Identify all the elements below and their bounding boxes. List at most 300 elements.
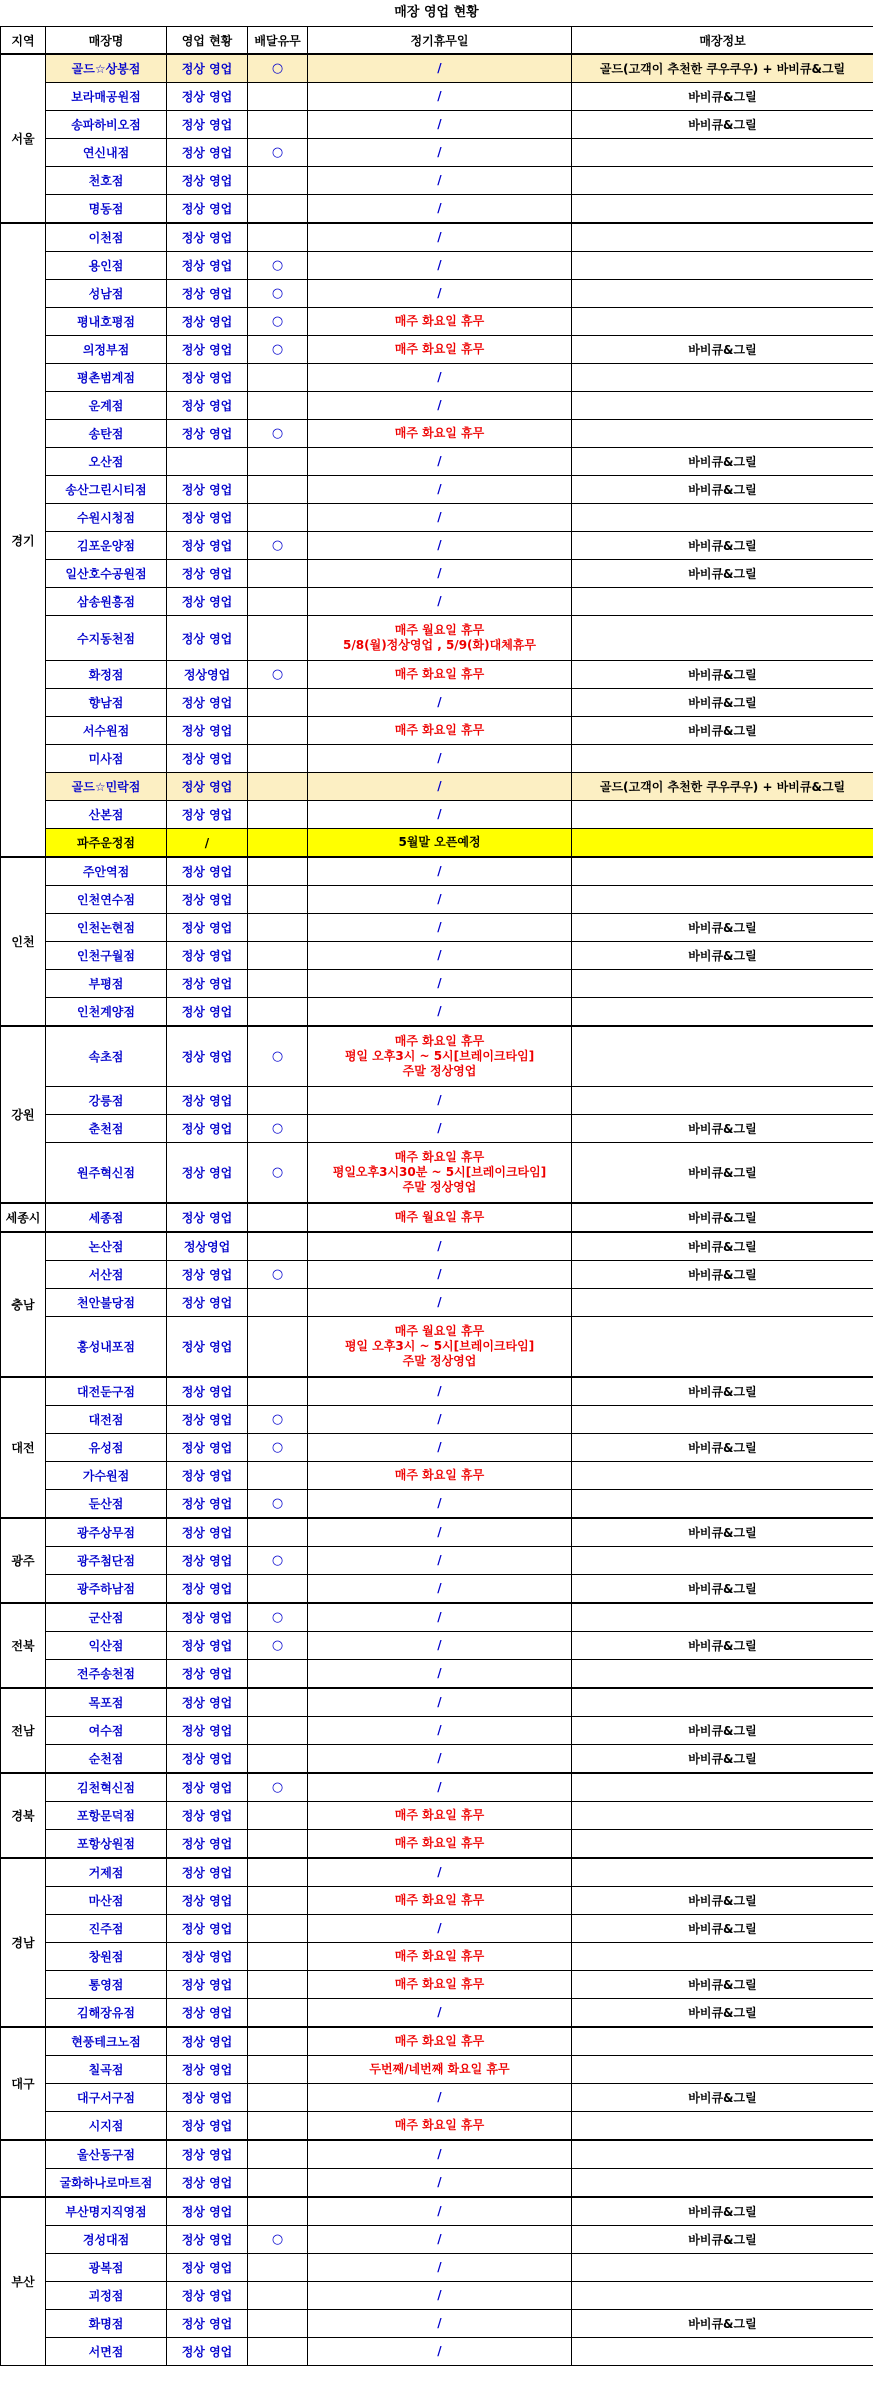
- table-row: [1, 1745, 873, 1774]
- store-info-cell: 바비큐&그릴: [572, 1232, 873, 1261]
- region-cell: 강원: [1, 1026, 46, 1203]
- delivery-cell: [248, 476, 308, 504]
- delivery-cell: ○: [248, 54, 308, 83]
- store-name-cell: 대전둔구점: [46, 1377, 167, 1406]
- store-info-cell: [572, 139, 873, 167]
- table-row: [1, 2112, 873, 2141]
- delivery-cell: [248, 1203, 308, 1232]
- holiday-cell: 매주 월요일 휴무 5/8(월)정상영업 , 5/9(화)대체휴무: [308, 616, 572, 661]
- status-cell: 정상 영업: [167, 1717, 248, 1745]
- delivery-cell: [248, 857, 308, 886]
- store-name-cell: 마산점: [46, 1887, 167, 1915]
- status-cell: 정상 영업: [167, 1317, 248, 1378]
- delivery-cell: ○: [248, 308, 308, 336]
- status-cell: 정상 영업: [167, 1632, 248, 1660]
- holiday-cell: /: [308, 689, 572, 717]
- status-cell: 정상 영업: [167, 1688, 248, 1717]
- table-row: [1, 167, 873, 195]
- status-cell: 정상 영업: [167, 392, 248, 420]
- holiday-cell: 매주 화요일 휴무: [308, 1887, 572, 1915]
- table-row: [1, 1115, 873, 1143]
- table-row: [1, 364, 873, 392]
- table-row: [1, 420, 873, 448]
- store-info-cell: [572, 1603, 873, 1632]
- table-row: [1, 139, 873, 167]
- delivery-cell: [248, 111, 308, 139]
- holiday-cell: /: [308, 560, 572, 588]
- delivery-cell: [248, 588, 308, 616]
- store-name-cell: 원주혁신점: [46, 1143, 167, 1204]
- delivery-cell: [248, 195, 308, 224]
- delivery-cell: [248, 1887, 308, 1915]
- store-info-cell: [572, 829, 873, 858]
- table-row: [1, 1261, 873, 1289]
- store-name-cell: 홍성내포점: [46, 1317, 167, 1378]
- delivery-cell: [248, 1377, 308, 1406]
- store-info-cell: 바비큐&그릴: [572, 2310, 873, 2338]
- delivery-cell: [248, 2112, 308, 2141]
- holiday-cell: /: [308, 1377, 572, 1406]
- store-name-cell: 세종점: [46, 1203, 167, 1232]
- store-info-cell: [572, 364, 873, 392]
- holiday-cell: /: [308, 2197, 572, 2226]
- table-row: [1, 942, 873, 970]
- store-info-cell: [572, 2254, 873, 2282]
- region-cell: 인천: [1, 857, 46, 1026]
- table-row: [1, 336, 873, 364]
- store-info-cell: [572, 1087, 873, 1115]
- delivery-cell: [248, 2254, 308, 2282]
- store-info-cell: 바비큐&그릴: [572, 83, 873, 111]
- holiday-cell: /: [308, 2254, 572, 2282]
- status-cell: 정상 영업: [167, 1143, 248, 1204]
- store-info-cell: 바비큐&그릴: [572, 1434, 873, 1462]
- delivery-cell: [248, 2310, 308, 2338]
- store-name-cell: 천호점: [46, 167, 167, 195]
- status-cell: 정상 영업: [167, 1518, 248, 1547]
- delivery-cell: [248, 1717, 308, 1745]
- region-cell: 전북: [1, 1603, 46, 1688]
- delivery-cell: [248, 970, 308, 998]
- store-name-cell: 서산점: [46, 1261, 167, 1289]
- store-name-cell: 김포운양점: [46, 532, 167, 560]
- delivery-cell: ○: [248, 1026, 308, 1087]
- region-cell: 경남: [1, 1858, 46, 2027]
- status-cell: 정상 영업: [167, 1773, 248, 1802]
- table-row: [1, 1887, 873, 1915]
- store-name-cell: 통영점: [46, 1971, 167, 1999]
- store-name-cell: 명동점: [46, 195, 167, 224]
- holiday-cell: /: [308, 448, 572, 476]
- holiday-cell: 매주 월요일 휴무: [308, 1203, 572, 1232]
- store-info-cell: 바비큐&그릴: [572, 1115, 873, 1143]
- region-group: [1, 2027, 873, 2140]
- holiday-cell: /: [308, 2310, 572, 2338]
- holiday-cell: /: [308, 1575, 572, 1604]
- store-name-cell: 이천점: [46, 223, 167, 252]
- holiday-cell: /: [308, 195, 572, 224]
- store-name-cell: 부산명지직영점: [46, 2197, 167, 2226]
- header-status: 영업 현황: [167, 27, 248, 55]
- store-info-cell: [572, 223, 873, 252]
- status-cell: 정상 영업: [167, 2310, 248, 2338]
- table-row: [1, 195, 873, 224]
- delivery-cell: [248, 689, 308, 717]
- status-cell: 정상 영업: [167, 111, 248, 139]
- store-info-cell: 바비큐&그릴: [572, 1887, 873, 1915]
- holiday-cell: /: [308, 588, 572, 616]
- table-row: [1, 1518, 873, 1547]
- table-row: [1, 1203, 873, 1232]
- delivery-cell: [248, 504, 308, 532]
- holiday-cell: /: [308, 364, 572, 392]
- status-cell: 정상 영업: [167, 1087, 248, 1115]
- store-info-cell: 바비큐&그릴: [572, 111, 873, 139]
- store-name-cell: 광주첨단점: [46, 1547, 167, 1575]
- holiday-cell: /: [308, 1773, 572, 1802]
- store-info-cell: 바비큐&그릴: [572, 448, 873, 476]
- delivery-cell: [248, 1830, 308, 1859]
- status-cell: 정상 영업: [167, 942, 248, 970]
- status-cell: 정상 영업: [167, 2084, 248, 2112]
- delivery-cell: [248, 560, 308, 588]
- region-cell: 서울: [1, 54, 46, 223]
- table-row: [1, 2310, 873, 2338]
- store-name-cell: 여수점: [46, 1717, 167, 1745]
- status-cell: 정상 영업: [167, 1858, 248, 1887]
- store-info-cell: 바비큐&그릴: [572, 1143, 873, 1204]
- delivery-cell: ○: [248, 336, 308, 364]
- store-info-cell: [572, 2027, 873, 2056]
- holiday-cell: /: [308, 1434, 572, 1462]
- region-group: [1, 1377, 873, 1518]
- delivery-cell: [248, 2140, 308, 2169]
- region-cell: 대전: [1, 1377, 46, 1518]
- holiday-cell: /: [308, 392, 572, 420]
- store-name-cell: 일산호수공원점: [46, 560, 167, 588]
- region-cell: 세종시: [1, 1203, 46, 1232]
- table-row: [1, 2027, 873, 2056]
- holiday-cell: /: [308, 280, 572, 308]
- table-row: [1, 1915, 873, 1943]
- table-row: [1, 1603, 873, 1632]
- status-cell: 정상 영업: [167, 717, 248, 745]
- holiday-cell: /: [308, 54, 572, 83]
- store-name-cell: 송탄점: [46, 420, 167, 448]
- table-row: [1, 504, 873, 532]
- status-cell: 정상 영업: [167, 857, 248, 886]
- delivery-cell: [248, 998, 308, 1027]
- store-info-cell: [572, 2338, 873, 2366]
- store-name-cell: 강릉점: [46, 1087, 167, 1115]
- table-row: [1, 1717, 873, 1745]
- holiday-cell: /: [308, 532, 572, 560]
- table-row: [1, 1317, 873, 1378]
- status-cell: 정상 영업: [167, 139, 248, 167]
- store-info-cell: [572, 1858, 873, 1887]
- delivery-cell: [248, 2169, 308, 2198]
- store-info-cell: 바비큐&그릴: [572, 914, 873, 942]
- holiday-cell: /: [308, 2140, 572, 2169]
- header-delivery: 배달유무: [248, 27, 308, 55]
- status-cell: 정상 영업: [167, 336, 248, 364]
- delivery-cell: [248, 1999, 308, 2028]
- store-info-cell: 바비큐&그릴: [572, 1745, 873, 1774]
- store-name-cell: 오산점: [46, 448, 167, 476]
- status-cell: 정상 영업: [167, 2140, 248, 2169]
- store-name-cell: 골드☆민락점: [46, 773, 167, 801]
- holiday-cell: /: [308, 1289, 572, 1317]
- store-info-cell: 바비큐&그릴: [572, 2197, 873, 2226]
- store-name-cell: 골드☆상봉점: [46, 54, 167, 83]
- holiday-cell: /: [308, 1915, 572, 1943]
- delivery-cell: [248, 1087, 308, 1115]
- holiday-cell: 매주 화요일 휴무: [308, 2027, 572, 2056]
- table-row: [1, 1143, 873, 1204]
- status-cell: 정상 영업: [167, 504, 248, 532]
- store-name-cell: 주안역점: [46, 857, 167, 886]
- holiday-cell: /: [308, 504, 572, 532]
- store-name-cell: 성남점: [46, 280, 167, 308]
- store-name-cell: 창원점: [46, 1943, 167, 1971]
- store-name-cell: 운계점: [46, 392, 167, 420]
- delivery-cell: ○: [248, 1115, 308, 1143]
- status-cell: 정상 영업: [167, 2254, 248, 2282]
- delivery-cell: ○: [248, 1632, 308, 1660]
- table-row: [1, 2226, 873, 2254]
- table-row: [1, 1462, 873, 1490]
- status-cell: 정상영업: [167, 661, 248, 689]
- store-info-cell: [572, 504, 873, 532]
- delivery-cell: [248, 223, 308, 252]
- holiday-cell: 매주 화요일 휴무: [308, 1802, 572, 1830]
- table-row: [1, 54, 873, 83]
- store-name-cell: 평촌범계점: [46, 364, 167, 392]
- holiday-cell: /: [308, 1115, 572, 1143]
- store-info-cell: [572, 1490, 873, 1519]
- delivery-cell: [248, 2056, 308, 2084]
- region-cell: [1, 2140, 46, 2197]
- store-info-cell: 바비큐&그릴: [572, 1203, 873, 1232]
- table-row: [1, 1632, 873, 1660]
- table-row: [1, 2338, 873, 2366]
- status-cell: 정상 영업: [167, 1289, 248, 1317]
- table-row: [1, 1971, 873, 1999]
- status-cell: 정상 영업: [167, 2338, 248, 2366]
- store-name-cell: 연신내점: [46, 139, 167, 167]
- store-info-cell: [572, 1943, 873, 1971]
- region-group: [1, 1026, 873, 1203]
- status-cell: 정상 영업: [167, 476, 248, 504]
- status-cell: 정상 영업: [167, 1406, 248, 1434]
- delivery-cell: ○: [248, 661, 308, 689]
- table-row: [1, 1830, 873, 1859]
- delivery-cell: [248, 1943, 308, 1971]
- header-store-name: 매장명: [46, 27, 167, 55]
- delivery-cell: ○: [248, 1406, 308, 1434]
- status-cell: 정상 영업: [167, 1261, 248, 1289]
- table-row: [1, 111, 873, 139]
- store-name-cell: 산본점: [46, 801, 167, 829]
- status-cell: 정상 영업: [167, 54, 248, 83]
- header-store-info: 매장정보: [572, 27, 873, 55]
- holiday-cell: /: [308, 942, 572, 970]
- store-info-cell: [572, 1406, 873, 1434]
- store-name-cell: 인천논현점: [46, 914, 167, 942]
- delivery-cell: ○: [248, 1773, 308, 1802]
- store-info-cell: [572, 280, 873, 308]
- store-info-cell: 바비큐&그릴: [572, 1915, 873, 1943]
- status-cell: 정상 영업: [167, 223, 248, 252]
- table-row: [1, 252, 873, 280]
- holiday-cell: 매주 화요일 휴무 평일 오후3시 ~ 5시[브레이크타임] 주말 정상영업: [308, 1026, 572, 1087]
- delivery-cell: [248, 1462, 308, 1490]
- holiday-cell: 매주 화요일 휴무: [308, 717, 572, 745]
- store-name-cell: 김해장유점: [46, 1999, 167, 2028]
- holiday-cell: /: [308, 167, 572, 195]
- header-region: 지역: [1, 27, 46, 55]
- store-info-cell: [572, 857, 873, 886]
- status-cell: 정상 영업: [167, 560, 248, 588]
- holiday-cell: 5월말 오픈예정: [308, 829, 572, 858]
- region-group: [1, 223, 873, 857]
- store-name-cell: 순천점: [46, 1745, 167, 1774]
- store-info-cell: 골드(고객이 추천한 쿠우쿠우) + 바비큐&그릴: [572, 54, 873, 83]
- store-name-cell: 경성대점: [46, 2226, 167, 2254]
- store-name-cell: 삼송원흥점: [46, 588, 167, 616]
- status-cell: 정상영업: [167, 1232, 248, 1261]
- holiday-cell: /: [308, 139, 572, 167]
- status-cell: 정상 영업: [167, 914, 248, 942]
- status-cell: 정상 영업: [167, 2226, 248, 2254]
- delivery-cell: ○: [248, 420, 308, 448]
- status-cell: 정상 영업: [167, 1547, 248, 1575]
- store-name-cell: 부평점: [46, 970, 167, 998]
- status-cell: 정상 영업: [167, 1377, 248, 1406]
- status-cell: 정상 영업: [167, 616, 248, 661]
- delivery-cell: [248, 1317, 308, 1378]
- delivery-cell: [248, 829, 308, 858]
- table-row: [1, 2084, 873, 2112]
- status-cell: 정상 영업: [167, 1802, 248, 1830]
- status-cell: 정상 영업: [167, 1203, 248, 1232]
- table-row: [1, 857, 873, 886]
- status-cell: 정상 영업: [167, 1603, 248, 1632]
- store-info-cell: [572, 1802, 873, 1830]
- store-info-cell: [572, 420, 873, 448]
- holiday-cell: 두번째/네번째 화요일 휴무: [308, 2056, 572, 2084]
- status-cell: 정상 영업: [167, 1999, 248, 2028]
- status-cell: 정상 영업: [167, 1490, 248, 1519]
- store-info-cell: [572, 1289, 873, 1317]
- table-row: [1, 532, 873, 560]
- delivery-cell: [248, 616, 308, 661]
- store-name-cell: 보라매공원점: [46, 83, 167, 111]
- holiday-cell: /: [308, 83, 572, 111]
- region-group: [1, 54, 873, 223]
- store-info-cell: 바비큐&그릴: [572, 532, 873, 560]
- holiday-cell: /: [308, 745, 572, 773]
- store-info-cell: 바비큐&그릴: [572, 2226, 873, 2254]
- region-cell: 대구: [1, 2027, 46, 2140]
- region-group: [1, 2197, 873, 2366]
- store-name-cell: 군산점: [46, 1603, 167, 1632]
- status-cell: 정상 영업: [167, 1026, 248, 1087]
- store-info-cell: [572, 252, 873, 280]
- delivery-cell: [248, 1971, 308, 1999]
- store-name-cell: 송파하비오점: [46, 111, 167, 139]
- table-row: [1, 392, 873, 420]
- store-name-cell: 화명점: [46, 2310, 167, 2338]
- delivery-cell: ○: [248, 139, 308, 167]
- table-row: [1, 801, 873, 829]
- region-group: [1, 1203, 873, 1232]
- status-cell: 정상 영업: [167, 588, 248, 616]
- holiday-cell: /: [308, 2084, 572, 2112]
- store-info-cell: [572, 1660, 873, 1689]
- table-row: [1, 1434, 873, 1462]
- header-row: [1, 27, 873, 55]
- store-name-cell: 미사점: [46, 745, 167, 773]
- delivery-cell: [248, 1289, 308, 1317]
- holiday-cell: /: [308, 2169, 572, 2198]
- table-row: [1, 773, 873, 801]
- region-group: [1, 857, 873, 1026]
- region-cell: 광주: [1, 1518, 46, 1603]
- table-row: [1, 83, 873, 111]
- store-info-cell: 바비큐&그릴: [572, 1261, 873, 1289]
- store-name-cell: 목포점: [46, 1688, 167, 1717]
- region-cell: 경북: [1, 1773, 46, 1858]
- store-info-cell: [572, 1026, 873, 1087]
- status-cell: 정상 영업: [167, 1575, 248, 1604]
- holiday-cell: /: [308, 1603, 572, 1632]
- store-info-cell: 바비큐&그릴: [572, 1518, 873, 1547]
- status-cell: 정상 영업: [167, 801, 248, 829]
- status-cell: 정상 영업: [167, 195, 248, 224]
- table-row: [1, 2254, 873, 2282]
- status-cell: 정상 영업: [167, 886, 248, 914]
- store-info-cell: [572, 745, 873, 773]
- holiday-cell: /: [308, 1261, 572, 1289]
- store-name-cell: 인천구월점: [46, 942, 167, 970]
- store-name-cell: 논산점: [46, 1232, 167, 1261]
- store-name-cell: 광복점: [46, 2254, 167, 2282]
- holiday-cell: /: [308, 998, 572, 1027]
- delivery-cell: [248, 167, 308, 195]
- delivery-cell: ○: [248, 1261, 308, 1289]
- delivery-cell: [248, 717, 308, 745]
- store-info-cell: [572, 588, 873, 616]
- status-cell: 정상 영업: [167, 83, 248, 111]
- table-row: [1, 1547, 873, 1575]
- status-cell: 정상 영업: [167, 2027, 248, 2056]
- table-row: [1, 886, 873, 914]
- store-info-cell: [572, 195, 873, 224]
- store-name-cell: 파주운정점: [46, 829, 167, 858]
- delivery-cell: [248, 1660, 308, 1689]
- table-row: [1, 476, 873, 504]
- delivery-cell: [248, 914, 308, 942]
- region-cell: 부산: [1, 2197, 46, 2366]
- delivery-cell: [248, 1232, 308, 1261]
- store-info-cell: 바비큐&그릴: [572, 1971, 873, 1999]
- status-cell: 정상 영업: [167, 308, 248, 336]
- status-cell: [167, 448, 248, 476]
- table-row: [1, 1087, 873, 1115]
- region-group: [1, 2140, 873, 2197]
- delivery-cell: ○: [248, 252, 308, 280]
